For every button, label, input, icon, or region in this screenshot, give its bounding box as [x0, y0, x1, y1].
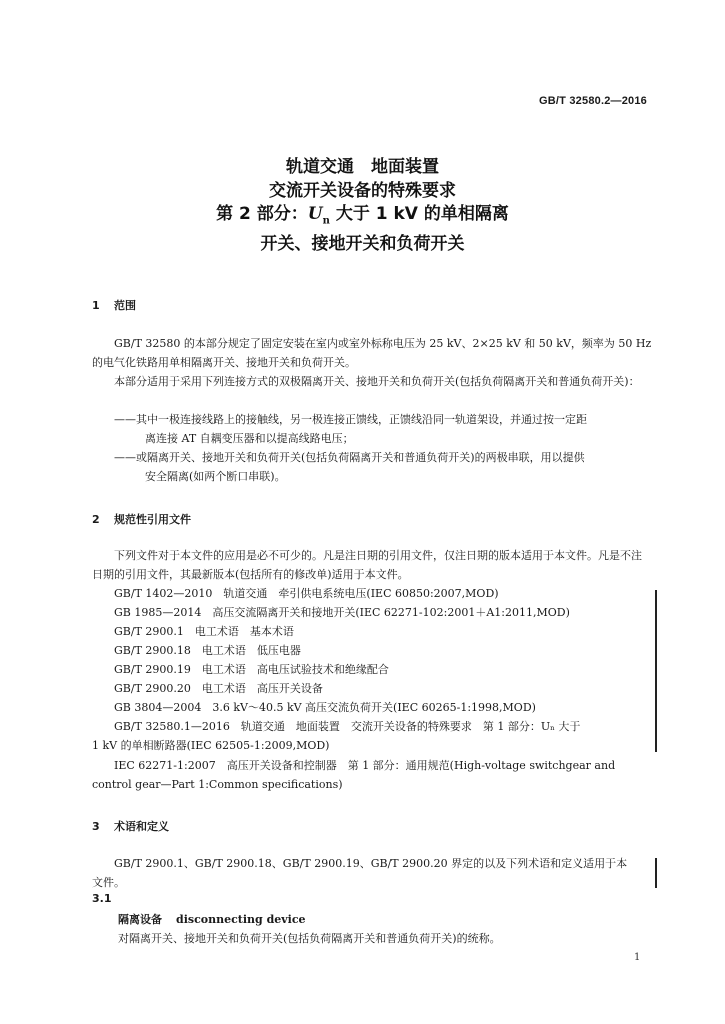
title-line-3-suffix: 大于 1 kV 的单相隔离	[329, 204, 509, 224]
section-2-paragraph-1: 下列文件对于本文件的应用是必不可少的。凡是注日期的引用文件，仅注日期的版本适用于本文件。凡是不注日期的引用文件，其最新版本(包括所有的修改单)适用于本文件。	[92, 549, 642, 581]
term-name-en: disconnecting device	[176, 913, 306, 926]
reference-item: GB 1985—2014 高压交流隔离开关和接地开关(IEC 62271-102:2001＋A1:2011,MOD)	[114, 606, 570, 619]
reference-item: GB/T 2900.1 电工术语 基本术语	[114, 625, 294, 638]
term-name-zh: 隔离设备	[118, 913, 162, 926]
term-definition: 对隔离开关、接地开关和负荷开关(包括负荷隔离开关和普通负荷开关)的统称。	[118, 932, 501, 945]
reference-item: GB 3804—2004 3.6 kV～40.5 kV 高压交流负荷开关(IEC 60265-1:1998,MOD)	[114, 701, 536, 714]
section-1-heading: 1 范围	[92, 299, 136, 312]
title-line-2: 交流开关设备的特殊要求	[269, 180, 456, 201]
reference-item: GB/T 2900.18 电工术语 低压电器	[114, 644, 301, 657]
section-1-paragraph-2: 本部分适用于采用下列连接方式的双极隔离开关、接地开关和负荷开关(包括负荷隔离开关和普通负荷开关)：	[114, 375, 640, 388]
standard-number: GB/T 32580.2—2016	[539, 95, 647, 107]
document-title	[0, 156, 725, 256]
reference-item: GB/T 2900.20 电工术语 高压开关设备	[114, 682, 323, 695]
title-un-symbol: $U_n$	[307, 204, 330, 227]
reference-item: GB/T 2900.19 电工术语 高电压试验技术和绝缘配合	[114, 663, 389, 676]
change-bar	[655, 590, 657, 752]
title-line-3-prefix: 第 2 部分：	[216, 204, 308, 224]
reference-item-8-line-1: GB/T 32580.1—2016 轨道交通 地面装置 交流开关设备的特殊要求 第 1 部分：Uₙ 大于	[114, 720, 581, 733]
reference-item-9-line-1: IEC 62271-1:2007 高压开关设备和控制器 第 1 部分：通用规范(High-voltage switchgear and	[114, 759, 616, 772]
section-1-bullet-1: ——其中一极连接线路上的接触线，另一极连接正馈线，正馈线沿同一轨道架设，并通过按一定距 离连接 AT 自耦变压器和以提高线路电压；	[114, 413, 587, 445]
section-3-paragraph-line-1: GB/T 2900.1、GB/T 2900.18、GB/T 2900.19、GB/T 2900.20 界定的以及下列术语和定义适用于本	[114, 857, 628, 870]
title-line-3	[0, 203, 725, 233]
section-2-heading: 2 规范性引用文件	[92, 513, 191, 526]
title-line-4: 开关、接地开关和负荷开关	[260, 233, 465, 254]
change-bar	[655, 858, 657, 888]
reference-item-9-line-2: control gear—Part 1:Common specifications)	[92, 778, 343, 791]
section-1-bullet-2: ——或隔离开关、接地开关和负荷开关(包括负荷隔离开关和普通负荷开关)的两极串联，用以提供 安全隔离(如两个断口串联)。	[114, 451, 585, 483]
section-3-heading: 3 术语和定义	[92, 820, 169, 833]
term-number: 3.1	[92, 892, 112, 905]
term-name	[118, 911, 306, 927]
title-line-1: 轨道交通 地面装置	[286, 157, 439, 177]
reference-item: GB/T 1402—2010 轨道交通 牵引供电系统电压(IEC 60850:2007,MOD)	[114, 587, 499, 600]
reference-item-8-line-2: 1 kV 的单相断路器(IEC 62505-1:2009,MOD)	[92, 739, 330, 752]
section-1-paragraph-1: GB/T 32580 的本部分规定了固定安装在室内或室外标称电压为 25 kV、2×25 kV 和 50 kV，频率为 50 Hz 的电气化铁路用单相隔离开关、接地开关和负荷开关。	[92, 337, 652, 369]
section-3-paragraph-line-2: 文件。	[92, 876, 125, 889]
page-number: 1	[634, 952, 641, 963]
